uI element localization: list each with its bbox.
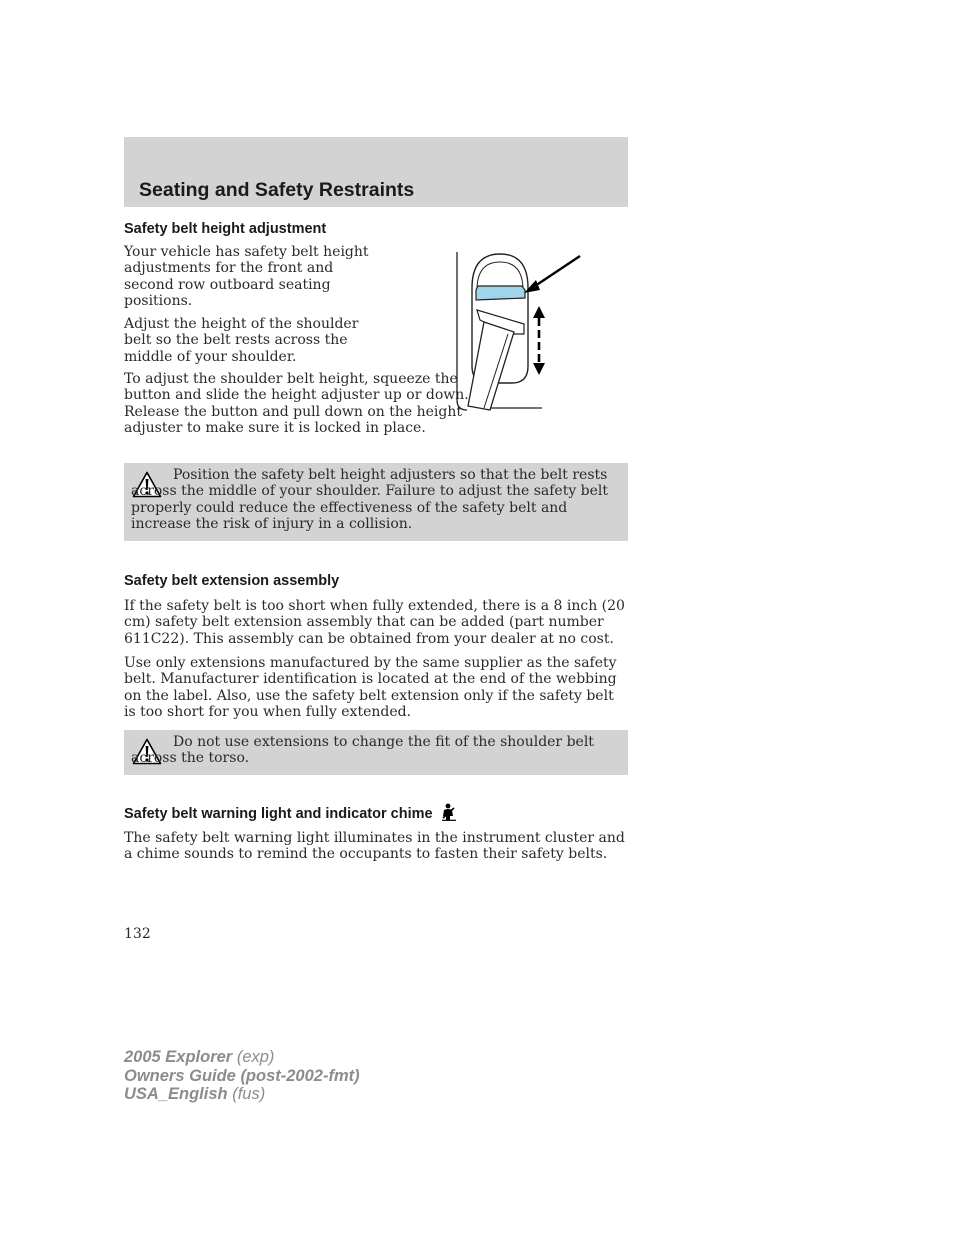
page-title: Seating and Safety Restraints (139, 179, 415, 201)
paragraph-warning-light: The safety belt warning light illuminates in the instrument cluster and a chime sounds to remind the occupants to fasten their safety belts. (124, 830, 625, 863)
paragraph-adjust-procedure (124, 371, 469, 437)
paragraph-extension-supplier: Use only extensions manufactured by the same supplier as the safety belt. Manufacturer identification is located at the end of the webbing on the label. Also, use the safety belt extension only if the safety belt is too short for you when fully extended. (124, 655, 617, 721)
paragraph-height-intro: Your vehicle has safety belt height adjustments for the front and second row outboard seating positions. (124, 244, 369, 310)
warning-box-height-adjusters (124, 463, 628, 541)
section-header-band (124, 137, 628, 207)
paragraph-extension-info: If the safety belt is too short when fully extended, there is a 8 inch (20 cm) safety belt extension assembly that can be added (part number 611C22). This assembly can be obtained from your dealer at no cost. (124, 598, 625, 647)
paragraph-adjust-shoulder: Adjust the height of the shoulder belt so the belt rests across the middle of your shoulder. (124, 316, 359, 365)
footer-line-model: 2005 Explorer (exp) (124, 1048, 275, 1066)
footer-line-guide: Owners Guide (post-2002-fmt) (124, 1066, 360, 1085)
page-number: 132 (124, 926, 151, 942)
warning-text-extensions: Do not use extensions to change the fit of the shoulder belt across the torso. (131, 734, 594, 767)
heading-height-adjustment: Safety belt height adjustment (124, 221, 327, 237)
heading-warning-light-text: Safety belt warning light and indicator chime (124, 806, 433, 822)
heading-warning-light-chime (124, 803, 457, 822)
seatbelt-occupant-icon (441, 803, 457, 821)
procedure-text: To adjust the shoulder belt height, squeeze the button and slide the height adjuster up or down. Release the button and pull down on the height adjuster to make sure it is locked in place. (124, 371, 469, 437)
warning-box-extensions (124, 730, 628, 775)
document-footer (124, 1048, 360, 1104)
warning-text-height-adjusters: Position the safety belt height adjusters so that the belt rests across the middle of your shoulder. Failure to adjust the safety belt properly could reduce the effectiveness of the safety belt and increase the risk of injury in a collision. (131, 467, 609, 533)
adjuster-button (476, 286, 525, 300)
footer-line-language: USA_English (fus) (124, 1085, 266, 1103)
height-adjuster-illustration (450, 248, 590, 416)
heading-extension-assembly: Safety belt extension assembly (124, 573, 340, 589)
